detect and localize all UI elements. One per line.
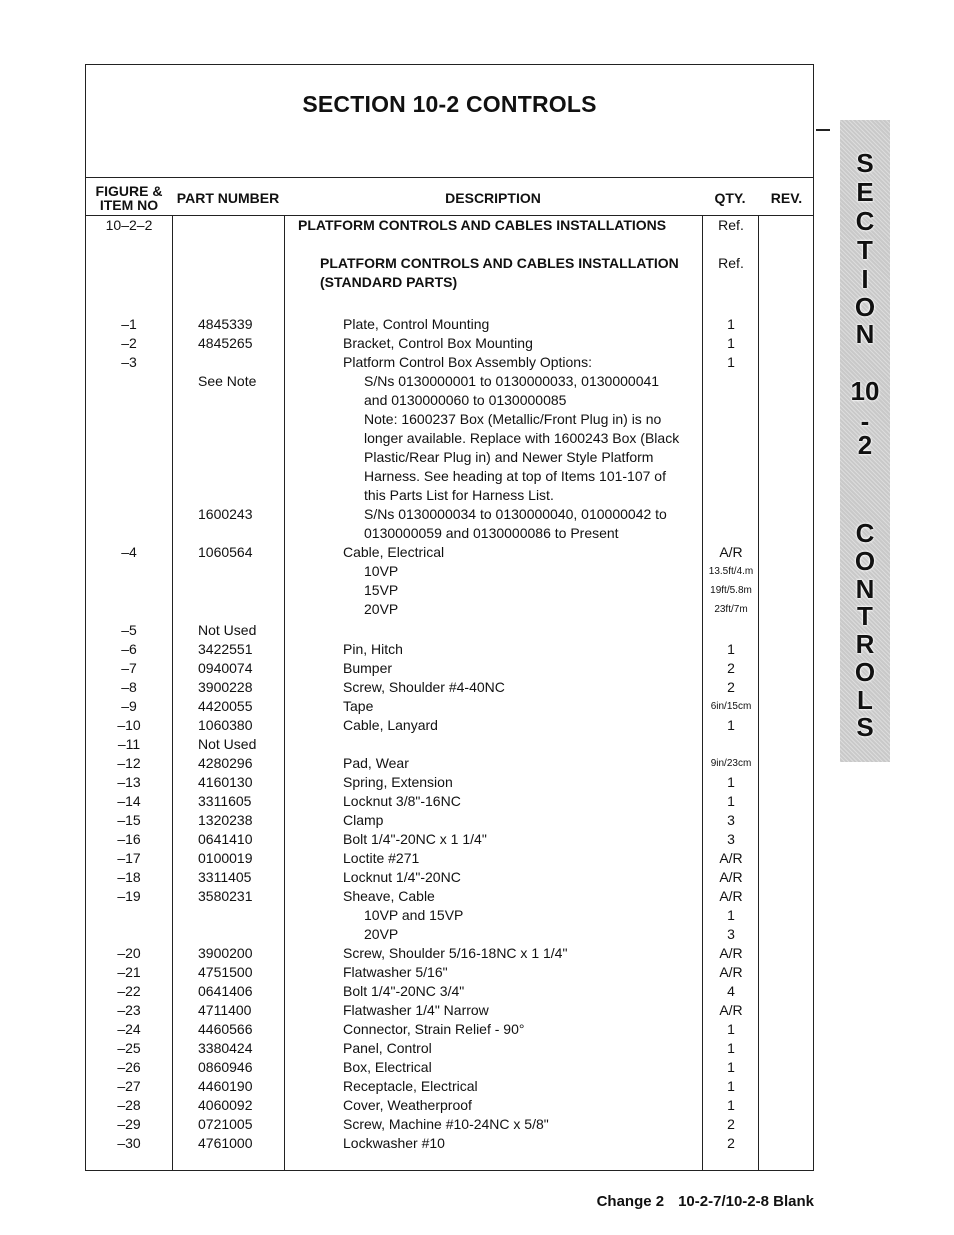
item-number: –12 bbox=[117, 755, 141, 771]
part-description: 0130000059 and 0130000086 to Present bbox=[364, 525, 619, 541]
item-number: –21 bbox=[117, 964, 141, 980]
part-description: Lockwasher #10 bbox=[343, 1135, 445, 1151]
item-number: –7 bbox=[121, 660, 137, 676]
part-description: 10VP and 15VP bbox=[364, 907, 464, 923]
tab-letter: O bbox=[854, 546, 876, 576]
part-number: 4751500 bbox=[198, 964, 253, 980]
item-number: –24 bbox=[117, 1021, 141, 1037]
item-number: –25 bbox=[117, 1040, 141, 1056]
part-description: 10VP bbox=[364, 563, 399, 579]
quantity: 1 bbox=[727, 641, 735, 657]
item-number: –10 bbox=[117, 717, 141, 733]
part-number: 3311405 bbox=[198, 869, 252, 885]
quantity: A/R bbox=[719, 544, 743, 560]
section-tab bbox=[840, 120, 890, 762]
quantity: 1 bbox=[727, 1059, 735, 1075]
quantity: 1 bbox=[727, 354, 735, 370]
tab-letter: T bbox=[857, 235, 873, 265]
quantity: 1 bbox=[727, 907, 735, 923]
quantity: 1 bbox=[727, 1040, 735, 1056]
tab-letter: 2 bbox=[857, 430, 873, 460]
tab-letter: R bbox=[855, 629, 875, 659]
part-description: Screw, Shoulder #4-40NC bbox=[343, 679, 505, 695]
quantity: 2 bbox=[727, 1135, 735, 1151]
footer-page-number: 10-2-7/10-2-8 Blank bbox=[678, 1193, 814, 1210]
tab-letter: C bbox=[855, 518, 875, 548]
item-number: –29 bbox=[117, 1116, 141, 1132]
part-description: Pin, Hitch bbox=[343, 641, 403, 657]
part-description: Cable, Electrical bbox=[343, 544, 445, 560]
part-description: Flatwasher 1/4" Narrow bbox=[343, 1002, 489, 1018]
part-description: Screw, Shoulder 5/16-18NC x 1 1/4" bbox=[343, 945, 568, 961]
item-number: –6 bbox=[121, 641, 137, 657]
part-description: Locknut 3/8"-16NC bbox=[343, 793, 461, 809]
header-figure-line2: ITEM NO bbox=[99, 197, 159, 213]
part-number: 4845339 bbox=[198, 316, 253, 332]
part-number: 3580231 bbox=[198, 888, 253, 904]
part-description: Box, Electrical bbox=[343, 1059, 432, 1075]
item-number: –18 bbox=[117, 869, 141, 885]
part-number: 0641406 bbox=[198, 983, 253, 999]
item-number: –26 bbox=[117, 1059, 141, 1075]
quantity: 2 bbox=[727, 660, 735, 676]
part-number: 1060564 bbox=[198, 544, 253, 560]
part-number: 0641410 bbox=[198, 831, 253, 847]
part-description: Screw, Machine #10-24NC x 5/8" bbox=[343, 1116, 549, 1132]
quantity: 1 bbox=[727, 1021, 735, 1037]
tab-letter: N bbox=[855, 319, 875, 349]
part-description: Spring, Extension bbox=[343, 774, 453, 790]
part-description: Cover, Weatherproof bbox=[343, 1097, 472, 1113]
part-description: (STANDARD PARTS) bbox=[320, 274, 458, 290]
part-description: Panel, Control bbox=[343, 1040, 432, 1056]
part-description: 15VP bbox=[364, 582, 399, 598]
tab-letter: S bbox=[856, 148, 874, 178]
item-number: –13 bbox=[117, 774, 141, 790]
item-number: –19 bbox=[117, 888, 141, 904]
part-number: Not Used bbox=[198, 622, 257, 638]
header-description: DESCRIPTION bbox=[445, 190, 541, 206]
header-figure-item bbox=[86, 184, 172, 212]
quantity: 1 bbox=[727, 774, 735, 790]
quantity: 9in/23cm bbox=[710, 758, 752, 769]
part-number: 0940074 bbox=[198, 660, 253, 676]
part-description: Bracket, Control Box Mounting bbox=[343, 335, 533, 351]
page-title: SECTION 10-2 CONTROLS bbox=[302, 91, 597, 117]
part-description: this Parts List for Harness List. bbox=[364, 487, 554, 503]
part-number: 4460190 bbox=[198, 1078, 253, 1094]
tab-letter: S bbox=[856, 712, 874, 742]
part-description: Bumper bbox=[343, 660, 393, 676]
item-number: –9 bbox=[121, 698, 137, 714]
quantity: A/R bbox=[719, 850, 743, 866]
part-number: 3422551 bbox=[198, 641, 253, 657]
part-number: See Note bbox=[198, 373, 257, 389]
part-description: S/Ns 0130000001 to 0130000033, 0130000041 bbox=[364, 373, 660, 389]
part-number: 0721005 bbox=[198, 1116, 253, 1132]
parts-list-frame bbox=[85, 64, 814, 1171]
header-rev: REV. bbox=[770, 190, 803, 206]
part-number: 1600243 bbox=[198, 506, 253, 522]
item-number: –2 bbox=[121, 335, 137, 351]
item-number: –3 bbox=[121, 354, 137, 370]
item-number: –4 bbox=[121, 544, 137, 560]
part-description: 20VP bbox=[364, 926, 399, 942]
part-number: 0860946 bbox=[198, 1059, 253, 1075]
header-figure-line1: FIGURE & bbox=[95, 183, 163, 199]
item-number: –23 bbox=[117, 1002, 141, 1018]
part-description: Locknut 1/4"-20NC bbox=[343, 869, 461, 885]
part-description: Loctite #271 bbox=[343, 850, 420, 866]
tab-letter: 10 bbox=[850, 376, 880, 406]
part-description: PLATFORM CONTROLS AND CABLES INSTALLATIONS bbox=[298, 217, 667, 233]
part-number: 3380424 bbox=[198, 1040, 253, 1056]
tab-letter: E bbox=[856, 177, 874, 207]
tab-marker bbox=[816, 129, 830, 131]
part-description: Bolt 1/4"-20NC 3/4" bbox=[343, 983, 465, 999]
header-qty: QTY. bbox=[714, 190, 746, 206]
part-description: longer available. Replace with 1600243 Box (Black bbox=[364, 430, 680, 446]
part-number: 4280296 bbox=[198, 755, 253, 771]
part-description: Connector, Strain Relief - 90° bbox=[343, 1021, 525, 1037]
quantity: 3 bbox=[727, 831, 735, 847]
part-number: Not Used bbox=[198, 736, 257, 752]
header-part-number: PART NUMBER bbox=[176, 190, 280, 206]
item-number: –27 bbox=[117, 1078, 141, 1094]
quantity: A/R bbox=[719, 964, 743, 980]
part-description: Bolt 1/4"-20NC x 1 1/4" bbox=[343, 831, 487, 847]
part-description: Plate, Control Mounting bbox=[343, 316, 490, 332]
tab-letter: O bbox=[854, 292, 876, 322]
quantity: 2 bbox=[727, 679, 735, 695]
part-description: Tape bbox=[343, 698, 374, 714]
quantity: A/R bbox=[719, 1002, 743, 1018]
quantity: 3 bbox=[727, 812, 735, 828]
tab-letter: C bbox=[855, 206, 875, 236]
item-number: –30 bbox=[117, 1135, 141, 1151]
quantity: 23ft/7m bbox=[714, 604, 748, 615]
quantity: A/R bbox=[719, 945, 743, 961]
page-footer bbox=[597, 1193, 814, 1210]
part-description: Sheave, Cable bbox=[343, 888, 435, 904]
quantity: 1 bbox=[727, 793, 735, 809]
part-number: 4060092 bbox=[198, 1097, 253, 1113]
part-description: Flatwasher 5/16" bbox=[343, 964, 448, 980]
quantity: 1 bbox=[727, 1078, 735, 1094]
item-number: –20 bbox=[117, 945, 141, 961]
part-description: S/Ns 0130000034 to 0130000040, 010000042 to bbox=[364, 506, 667, 522]
quantity: 19ft/5.8m bbox=[710, 585, 752, 596]
part-description: Platform Control Box Assembly Options: bbox=[343, 354, 592, 370]
quantity: A/R bbox=[719, 888, 743, 904]
part-number: 3311605 bbox=[198, 793, 252, 809]
quantity: 6in/15cm bbox=[710, 701, 752, 712]
item-number: –22 bbox=[117, 983, 141, 999]
quantity: Ref. bbox=[718, 217, 744, 233]
part-number: 0100019 bbox=[198, 850, 253, 866]
quantity: Ref. bbox=[718, 255, 744, 271]
footer-change: Change 2 bbox=[596, 1193, 665, 1210]
tab-letter: N bbox=[855, 574, 875, 604]
quantity: 1 bbox=[727, 335, 735, 351]
part-number: 4160130 bbox=[198, 774, 253, 790]
tab-letter: T bbox=[857, 601, 873, 631]
part-description: Receptacle, Electrical bbox=[343, 1078, 478, 1094]
part-description: Note: 1600237 Box (Metallic/Front Plug in) is no bbox=[364, 411, 662, 427]
part-description: Pad, Wear bbox=[343, 755, 409, 771]
header-top-rule bbox=[86, 177, 813, 178]
part-number: 4711400 bbox=[198, 1002, 252, 1018]
quantity: 2 bbox=[727, 1116, 735, 1132]
quantity: 1 bbox=[727, 717, 735, 733]
item-number: –16 bbox=[117, 831, 141, 847]
part-number: 4845265 bbox=[198, 335, 253, 351]
item-number: 10–2–2 bbox=[105, 217, 153, 233]
part-description: and 0130000060 to 0130000085 bbox=[364, 392, 567, 408]
tab-letter: I bbox=[861, 264, 869, 294]
part-number: 1060380 bbox=[198, 717, 253, 733]
part-description: 20VP bbox=[364, 601, 399, 617]
quantity: 1 bbox=[727, 316, 735, 332]
tab-letter: O bbox=[854, 657, 876, 687]
part-number: 4420055 bbox=[198, 698, 253, 714]
part-description: PLATFORM CONTROLS AND CABLES INSTALLATION bbox=[320, 255, 679, 271]
item-number: –8 bbox=[121, 679, 137, 695]
tab-letter: - bbox=[860, 406, 870, 436]
column-divider bbox=[172, 215, 173, 1170]
item-number: –15 bbox=[117, 812, 141, 828]
part-number: 4460566 bbox=[198, 1021, 253, 1037]
quantity: 3 bbox=[727, 926, 735, 942]
item-number: –1 bbox=[121, 316, 137, 332]
quantity: 4 bbox=[727, 983, 735, 999]
quantity: 13.5ft/4.m bbox=[708, 566, 754, 577]
item-number: –28 bbox=[117, 1097, 141, 1113]
item-number: –11 bbox=[117, 736, 141, 752]
item-number: –17 bbox=[117, 850, 141, 866]
part-number: 3900228 bbox=[198, 679, 253, 695]
item-number: –5 bbox=[121, 622, 137, 638]
part-description: Plastic/Rear Plug in) and Newer Style Platform bbox=[364, 449, 654, 465]
part-number: 3900200 bbox=[198, 945, 253, 961]
tab-letter: L bbox=[857, 685, 873, 715]
part-description: Clamp bbox=[343, 812, 384, 828]
item-number: –14 bbox=[117, 793, 141, 809]
quantity: 1 bbox=[727, 1097, 735, 1113]
part-description: Harness. See heading at top of Items 101-107 of bbox=[364, 468, 666, 484]
quantity: A/R bbox=[719, 869, 743, 885]
part-number: 4761000 bbox=[198, 1135, 253, 1151]
part-number: 1320238 bbox=[198, 812, 253, 828]
column-divider bbox=[284, 215, 285, 1170]
part-description: Cable, Lanyard bbox=[343, 717, 438, 733]
